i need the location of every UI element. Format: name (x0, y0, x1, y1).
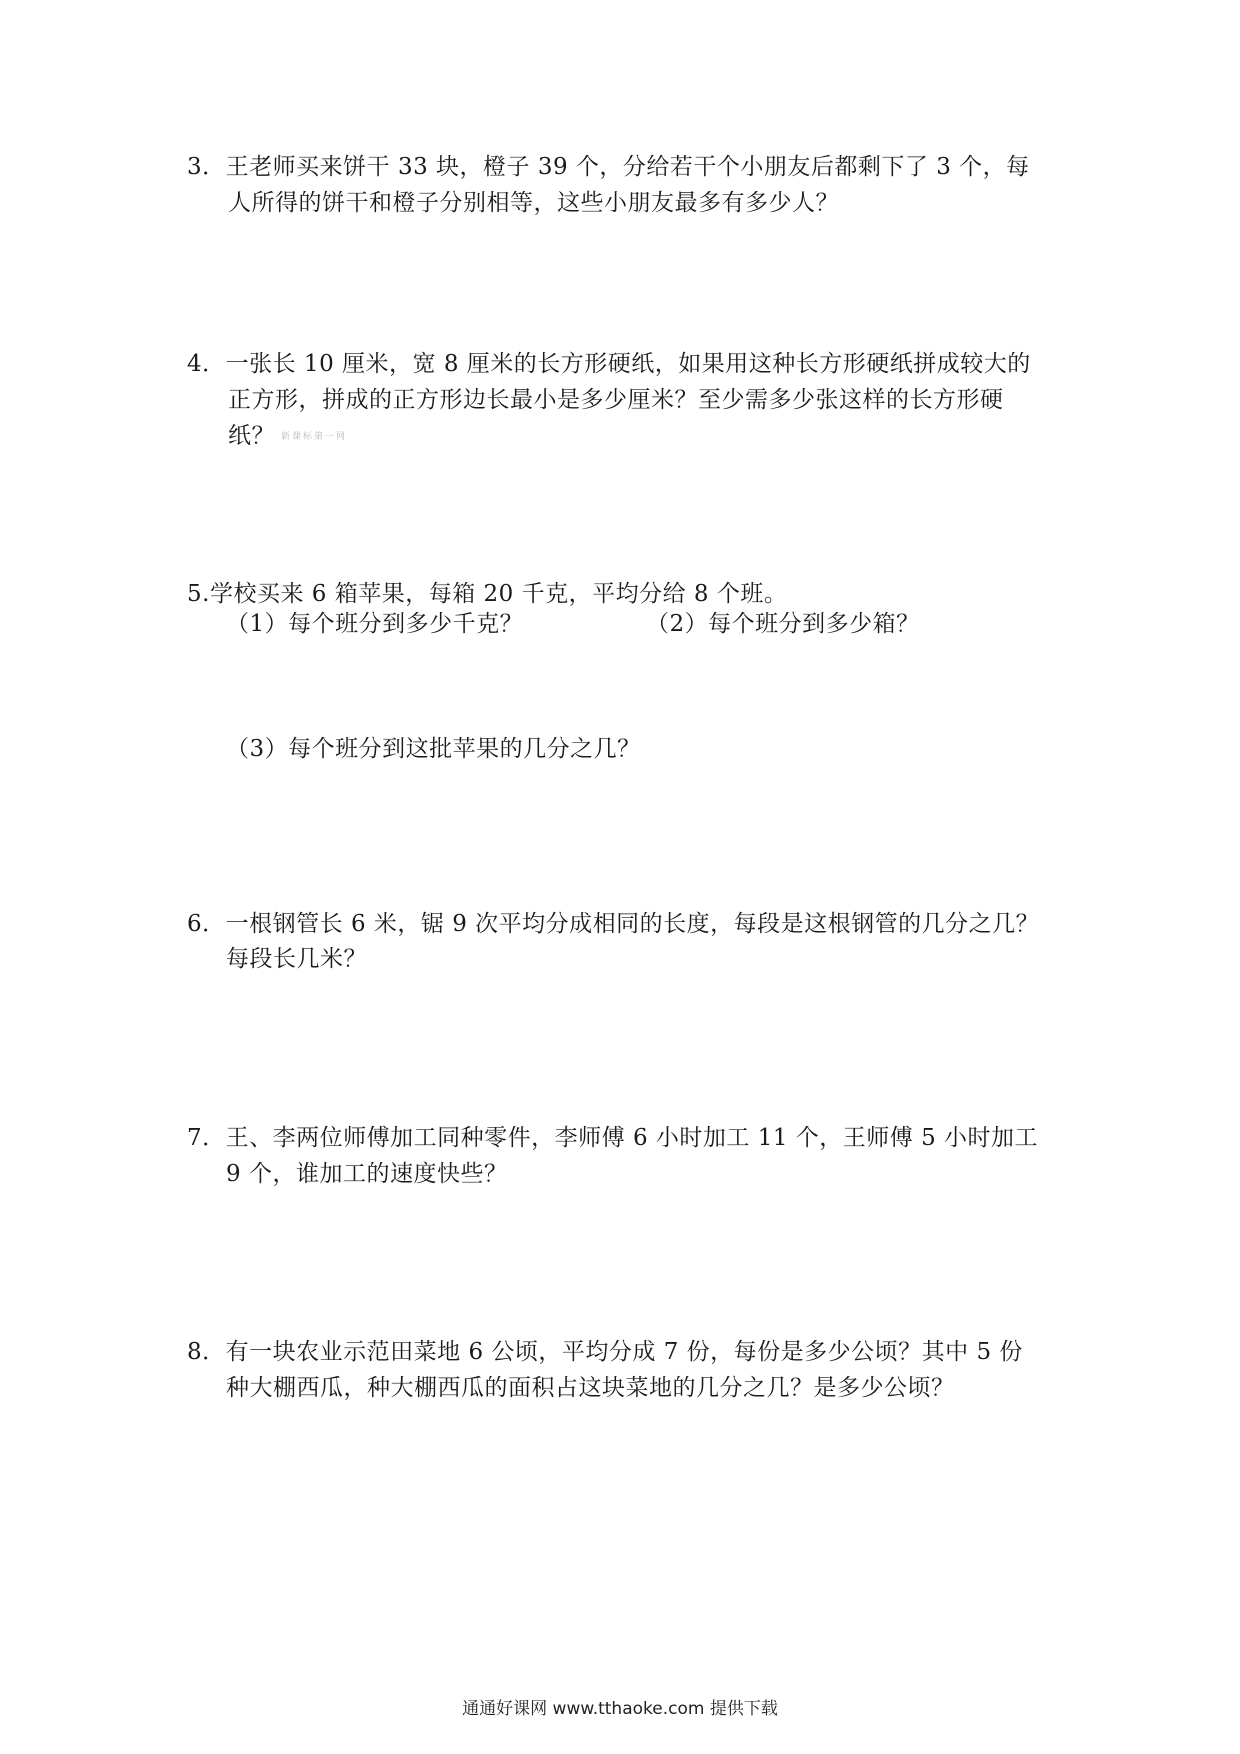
problem-5-sub-3: （3）每个班分到这批苹果的几分之几？ (226, 736, 641, 762)
problem-7-line-2: 9 个，谁加工的速度快些？ (226, 1161, 508, 1187)
problem-6-line-2: 每段长几米？ (226, 946, 367, 972)
problem-8-line-1: 8．有一块农业示范田菜地 6 公顷，平均分成 7 份，每份是多少公顷？其中 5 份 (187, 1339, 1023, 1365)
problem-3-line-1: 3．王老师买来饼干 33 块，橙子 39 个，分给若干个小朋友后都剩下了 3 个，每 (187, 154, 1030, 180)
problem-8-line-2: 种大棚西瓜，种大棚西瓜的面积占这块菜地的几分之几？是多少公顷？ (226, 1375, 955, 1401)
page-footer: 通通好课网 www.tthaoke.com 提供下载 (462, 1699, 778, 1719)
problem-4-line-3-text: 纸？ (228, 423, 275, 449)
watermark-mark: 新课标第一网 (281, 432, 348, 442)
problem-3-line-2: 人所得的饼干和橙子分别相等，这些小朋友最多有多少人？ (228, 190, 839, 216)
problem-6-line-1: 6．一根钢管长 6 米，锯 9 次平均分成相同的长度，每段是这根钢管的几分之几？ (187, 911, 1040, 937)
problem-5-line-1: 5.学校买来 6 箱苹果，每箱 20 千克，平均分给 8 个班。 (187, 581, 788, 607)
problem-5-sub-1: （1）每个班分到多少千克？ (226, 611, 524, 637)
problem-7-line-1: 7．王、李两位师傅加工同种零件，李师傅 6 小时加工 11 个，王师傅 5 小时加工 (187, 1125, 1039, 1151)
problem-4-line-2: 正方形，拼成的正方形边长最小是多少厘米？至少需多少张这样的长方形硬 (228, 387, 1004, 413)
problem-4-line-3 (228, 419, 347, 454)
problem-5-sub-2: （2）每个班分到多少箱？ (646, 611, 920, 637)
problem-4-line-1: 4．一张长 10 厘米，宽 8 厘米的长方形硬纸，如果用这种长方形硬纸拼成较大的 (187, 351, 1031, 377)
